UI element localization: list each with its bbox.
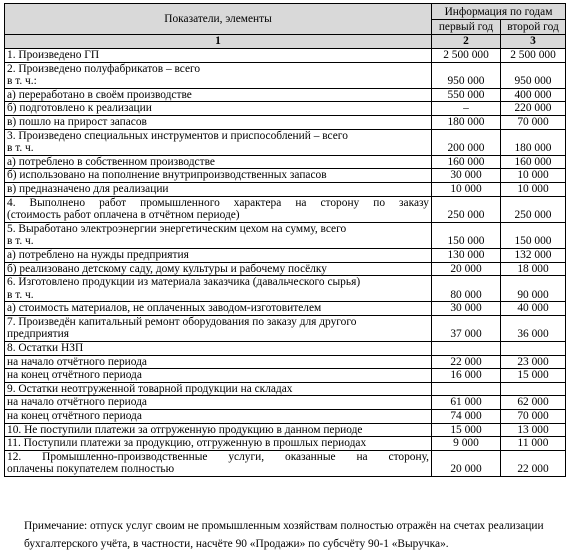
value-second-year: 160 000 [501,155,566,169]
row-label-line: 3. Произведено специальных инструментов и приспособлений – всего [7,129,348,142]
value-second-year: 36 000 [501,315,566,341]
row-label-continuation: (стоимость работ оплачена в отчётном периоде) [7,209,240,222]
value-second-year: 132 000 [501,248,566,262]
row-label [5,196,432,222]
row-label-line: на начало отчётного периода [7,355,147,368]
value-first-year: 160 000 [432,155,501,169]
value-second-year: 62 000 [501,396,566,410]
value-second-year: 2 500 000 [501,49,566,63]
value-first-year: 180 000 [432,115,501,129]
value-first-year [432,342,501,356]
table-row [5,88,566,102]
value-first-year: 150 000 [432,222,501,248]
row-label-line: а) потреблено на нужды предприятия [7,248,189,261]
table-row [5,382,566,396]
value-second-year: 70 000 [501,410,566,424]
value-second-year: 10 000 [501,182,566,196]
table-row [5,49,566,63]
row-label [5,410,432,424]
value-first-year: 80 000 [432,276,501,302]
value-first-year: 30 000 [432,169,501,183]
row-label [5,382,432,396]
production-table [4,3,566,477]
row-label [5,450,432,476]
table-row [5,62,566,88]
value-second-year: 400 000 [501,88,566,102]
row-label [5,396,432,410]
row-label-line: в) предназначено для реализации [7,182,169,195]
row-label-line: 10. Не поступили платежи за отгруженную продукцию в данном периоде [7,423,363,436]
row-label [5,355,432,369]
row-label-line: 9. Остатки неотгруженной товарной продукции на складах [7,382,293,395]
value-first-year: 550 000 [432,88,501,102]
table-row [5,450,566,476]
row-label [5,155,432,169]
value-first-year: 250 000 [432,196,501,222]
value-second-year: 70 000 [501,115,566,129]
row-label-line: на конец отчётного периода [7,410,142,423]
value-second-year: 950 000 [501,62,566,88]
value-first-year: 950 000 [432,62,501,88]
value-second-year: 13 000 [501,423,566,437]
table-row [5,369,566,383]
row-label-continuation: в т. ч. [7,235,34,248]
footnote-line-2: бухгалтерского учёта, в частности, насчёте 90 «Продажи» по субсчёту 90-1 «Выручка». [24,538,449,550]
row-label [5,262,432,276]
row-label-continuation: оплачены покупателем полностью [7,463,175,476]
row-label [5,369,432,383]
row-label-continuation: в т. ч. [7,288,34,301]
table-row [5,410,566,424]
header-first-year: первый год [432,19,501,35]
value-second-year: 22 000 [501,450,566,476]
table-row [5,423,566,437]
table-row [5,437,566,451]
row-label-line: б) использовано на пополнение внутрипроизводственных запасов [7,169,327,182]
row-label-line: 6. Изготовлено продукции из материала заказчика (давальческого сырья) [7,276,361,289]
row-label [5,62,432,88]
row-label [5,102,432,116]
row-label [5,115,432,129]
row-label-line: 1. Произведено ГП [7,49,100,61]
header-info-by-years: Информация по годам [432,4,566,20]
table-row [5,355,566,369]
table-row [5,129,566,155]
row-label-line: б) подготовлено к реализации [7,102,152,115]
value-first-year: – [432,102,501,116]
header-col-number-1: 1 [5,35,432,49]
row-label-continuation: предприятия [7,328,69,341]
table-row [5,302,566,316]
value-second-year: 90 000 [501,276,566,302]
value-second-year: 250 000 [501,196,566,222]
row-label [5,437,432,451]
row-label [5,342,432,356]
value-second-year: 11 000 [501,437,566,451]
table-row [5,222,566,248]
table-row [5,276,566,302]
row-label-line: 12. Промышленно-производственные услуги, оказанные на сторону, [7,450,429,463]
table-body [5,49,566,477]
value-first-year: 22 000 [432,355,501,369]
row-label [5,423,432,437]
value-first-year [432,382,501,396]
header-col-number-3: 3 [501,35,566,49]
row-label-line: 2. Произведено полуфабрикатов – всего [7,62,201,75]
row-label [5,129,432,155]
row-label [5,88,432,102]
value-second-year: 40 000 [501,302,566,316]
table-row [5,248,566,262]
value-second-year [501,342,566,356]
table-row [5,396,566,410]
row-label [5,302,432,316]
row-label-line: на конец отчётного периода [7,369,142,382]
value-first-year: 130 000 [432,248,501,262]
value-first-year: 9 000 [432,437,501,451]
value-first-year: 61 000 [432,396,501,410]
header-col-number-2: 2 [432,35,501,49]
value-first-year: 15 000 [432,423,501,437]
table-row [5,182,566,196]
value-second-year: 10 000 [501,169,566,183]
table-row [5,115,566,129]
row-label-line: б) реализовано детскому саду, дому культуры и рабочему посёлку [7,262,327,275]
value-second-year: 150 000 [501,222,566,248]
table-row [5,196,566,222]
row-label-line: а) переработано в своём производстве [7,88,192,101]
row-label-continuation: в т. ч. [7,142,34,155]
value-second-year: 180 000 [501,129,566,155]
value-first-year: 10 000 [432,182,501,196]
row-label-line: 11. Поступили платежи за продукцию, отгруженную в прошлых периодах [7,437,367,450]
row-label-line: 5. Выработано электроэнергии энергетическим цехом на сумму, всего [7,222,347,235]
row-label-continuation: в т. ч.: [7,75,37,88]
row-label [5,276,432,302]
row-label [5,248,432,262]
value-first-year: 20 000 [432,262,501,276]
row-label-line: а) стоимость материалов, не оплаченных заводом-изготовителем [7,302,322,315]
header-indicators: Показатели, элементы [5,4,432,35]
value-first-year: 30 000 [432,302,501,316]
row-label-line: на начало отчётного периода [7,396,147,409]
row-label [5,169,432,183]
row-label [5,222,432,248]
row-label [5,315,432,341]
row-label [5,182,432,196]
table-row [5,155,566,169]
footnote [24,517,564,553]
value-first-year: 37 000 [432,315,501,341]
row-label [5,49,432,63]
value-first-year: 74 000 [432,410,501,424]
value-first-year: 20 000 [432,450,501,476]
value-second-year: 18 000 [501,262,566,276]
value-second-year: 15 000 [501,369,566,383]
value-second-year: 220 000 [501,102,566,116]
row-label-line: 8. Остатки НЗП [7,342,84,355]
header-second-year: второй год [501,19,566,35]
value-first-year: 16 000 [432,369,501,383]
value-second-year [501,382,566,396]
value-second-year: 23 000 [501,355,566,369]
row-label-line: 7. Произведён капитальный ремонт оборудования по заказу для другого [7,315,357,328]
table-row [5,169,566,183]
table-row [5,315,566,341]
table-row [5,102,566,116]
footnote-line-1: Примечание: отпуск услуг своим не промышленным хозяйствам полностью отражён на счетах реализации [24,520,544,532]
row-label-line: а) потреблено в собственном производстве [7,155,215,168]
value-first-year: 2 500 000 [432,49,501,63]
row-label-line: в) пошло на прирост запасов [7,115,147,128]
row-label-line: 4. Выполнено работ промышленного характера на сторону по заказу [7,196,429,209]
value-first-year: 200 000 [432,129,501,155]
table-row [5,342,566,356]
table-row [5,262,566,276]
